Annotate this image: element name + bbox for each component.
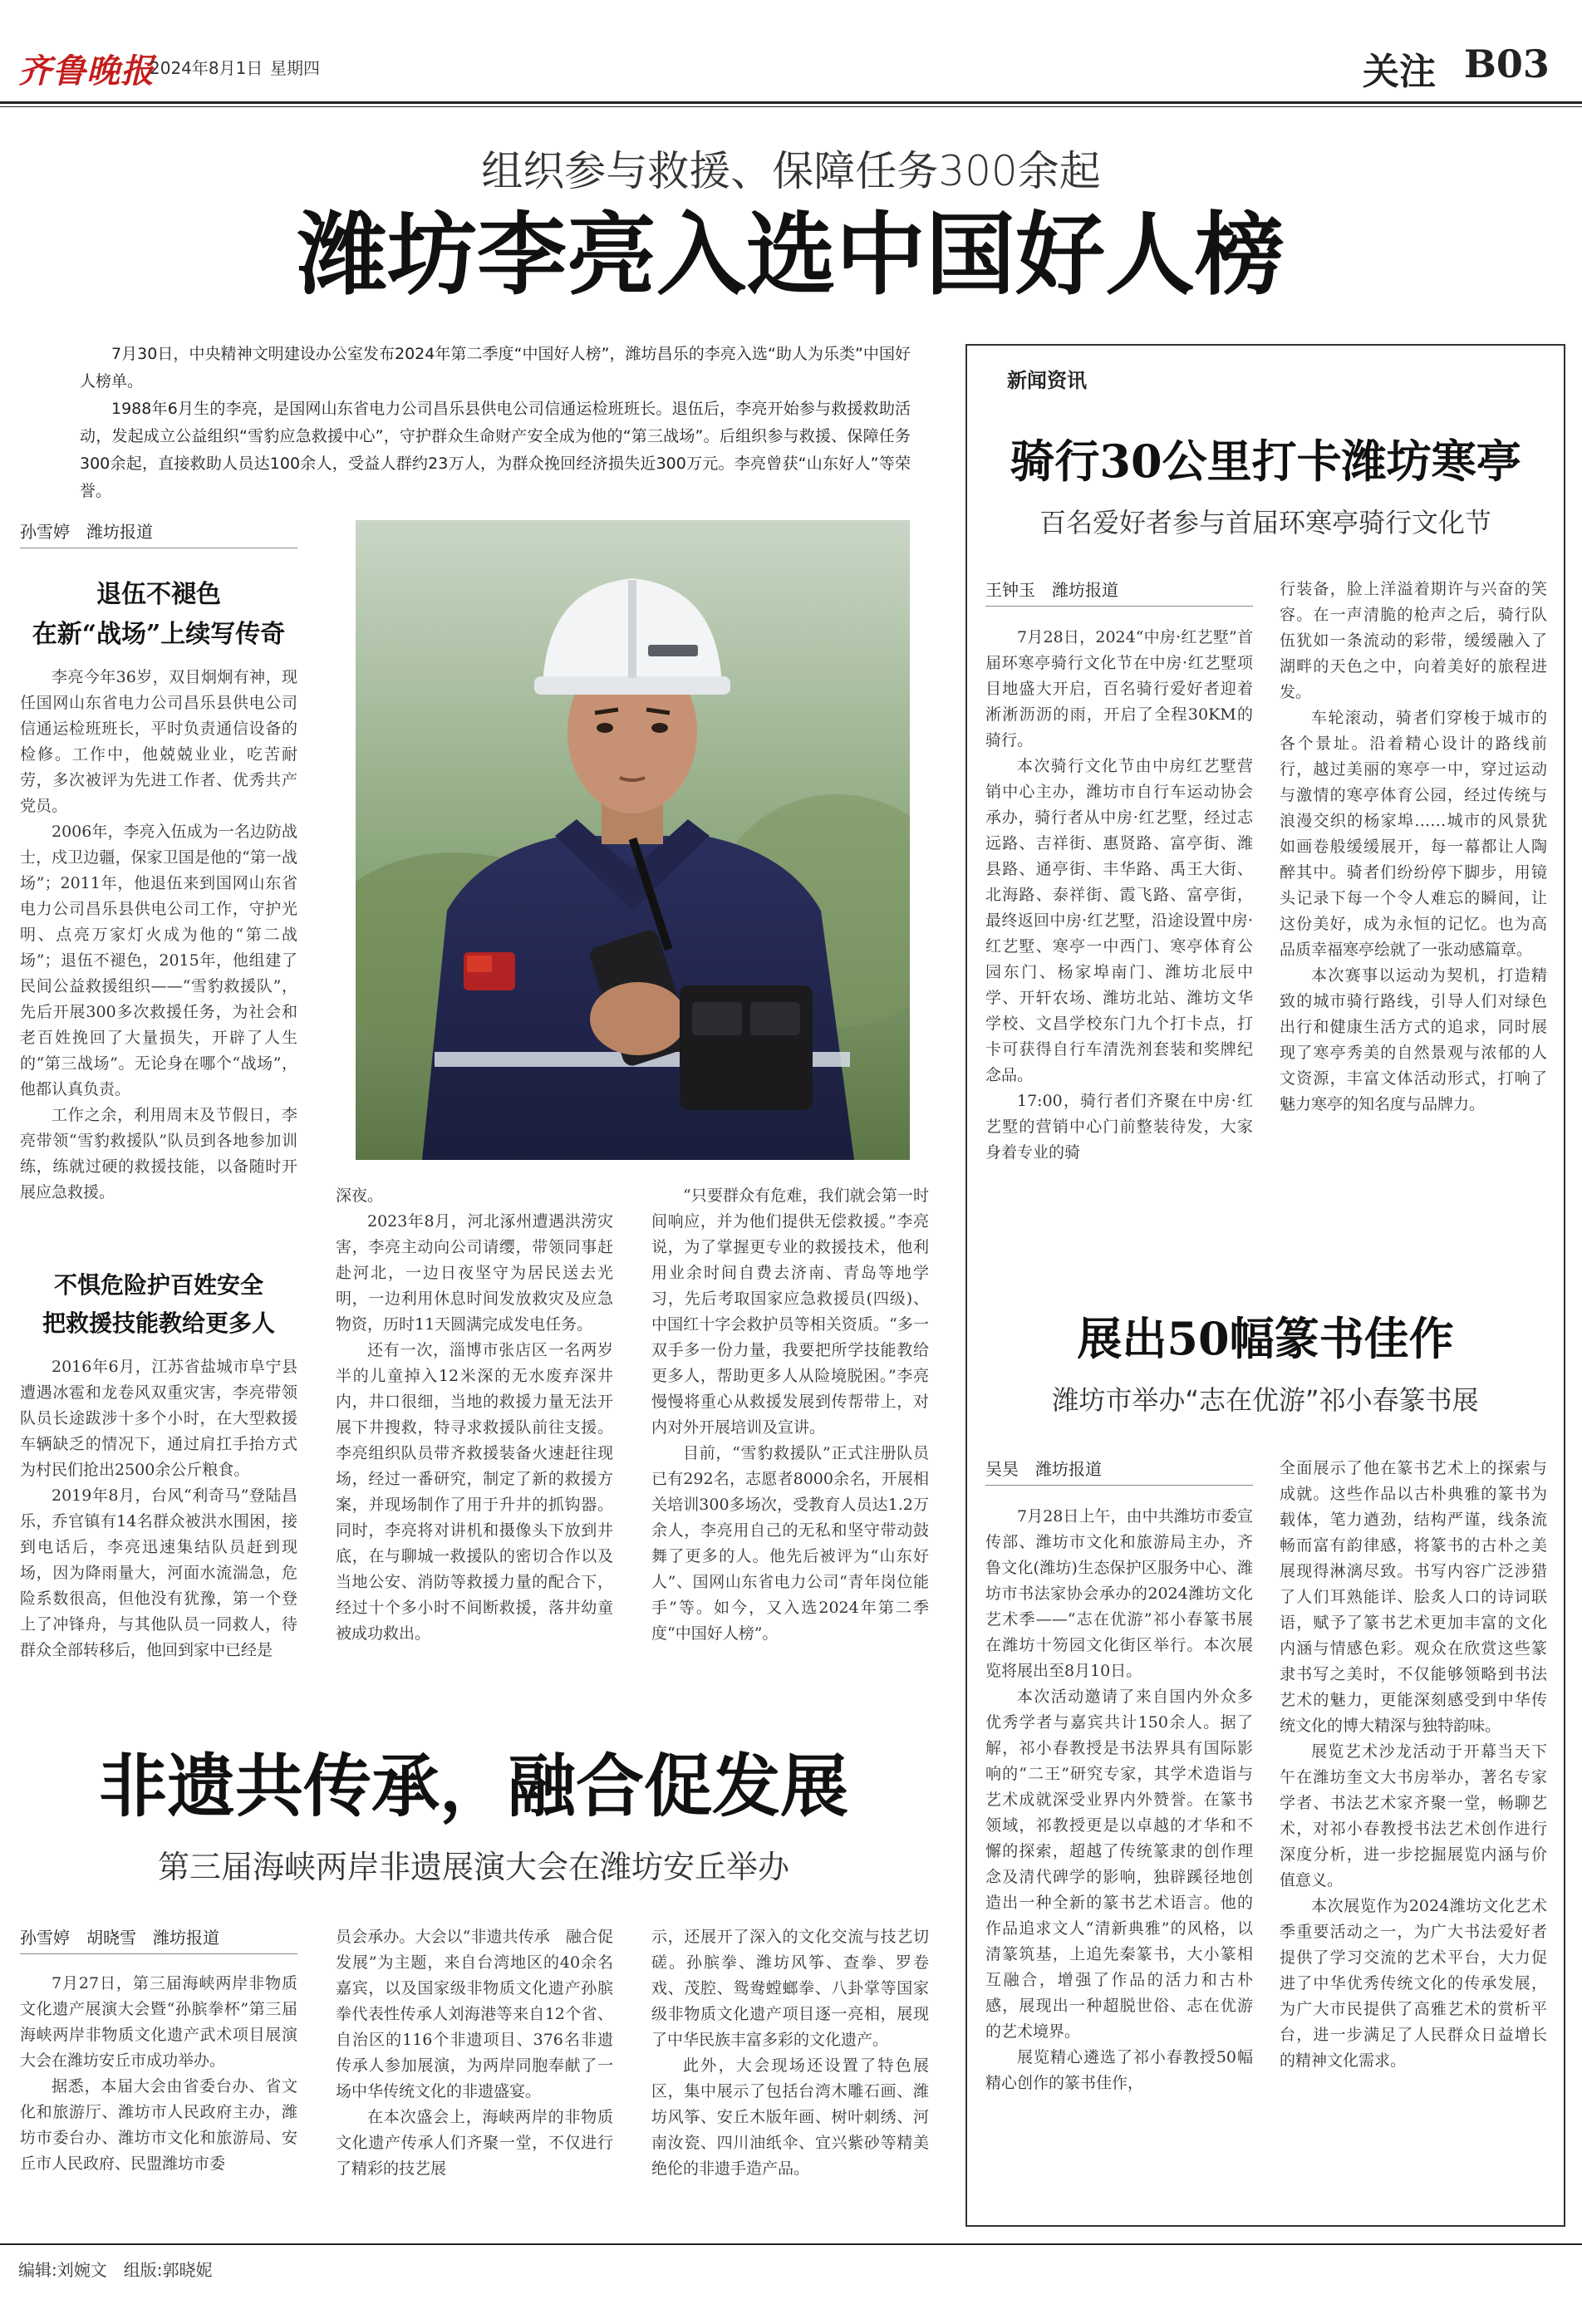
main-subtitle-1 [20,575,297,655]
cycling-col1 [985,625,1253,1166]
body-paragraph: 此外，大会现场还设置了特色展区，集中展示了包括台湾木雕石画、潍坊风筝、安丘木版年画、树叶刺绣、河南汝瓷、四川油纸伞、宜兴紫砂等精美绝伦的非遗手造产品。 [651,2056,929,2178]
main-kicker: 组织参与救援、保障任务300余起 [481,147,1101,195]
heritage-subhead: 第三届海峡两岸非遗展演大会在潍坊安丘举办 [157,1849,789,1885]
calligraphy-subhead: 潍坊市举办“志在优游”祁小春篆书展 [1052,1384,1479,1416]
subtitle-line: 不惧危险护百姓安全 [53,1271,263,1299]
cycling-headline: 骑行30公里打卡潍坊寒亭 [1010,435,1521,488]
issue-date: 2024年8月1日 [150,58,263,78]
main-byline: 孙雪婷 潍坊报道 [20,518,297,548]
body-paragraph: 17:00，骑行者们齐聚在中房·红艺墅的营销中心门前整装待发，大家身着专业的骑 [985,1092,1253,1162]
body-paragraph: 工作之余，利用周末及节假日，李亮带领“雪豹救援队”队员到各地参加训练，练就过硬的救援技能，以备随时开展应急救援。 [20,1106,297,1201]
section-name: 关注 [1363,51,1436,93]
body-paragraph: 李亮今年36岁，双目炯炯有神，现任国网山东省电力公司昌乐县供电公司信通运检班班长，平时负责通信设备的检修。工作中，他兢兢业业，吃苦耐劳，多次被评为先进工作者、优秀共产党员。 [20,668,297,815]
body-paragraph: 2016年6月，江苏省盐城市阜宁县遭遇冰雹和龙卷风双重灾害，李亮带领队员长途跋涉十多个小时，在大型救援车辆缺乏的情况下，通过肩扛手抬方式为村民们抢出2500余公斤粮食。 [20,1358,297,1479]
body-paragraph: 2006年，李亮入伍成为一名边防战士，戍卫边疆，保家卫国是他的“第一战场”；2011年，他退伍来到国网山东省电力公司昌乐县供电公司工作，守护光明、点亮万家灯火成为他的“第二战场”；退伍不褪色，2015年，他组建了民间公益救援组织——“雪豹救援队”，先后开展300多次救援任务，为社会和老百姓挽回了大量损失，开辟了人生的“第三战场”。无论身在哪个“战场”，他都认真负责。 [20,823,297,1098]
top-rule-thin [0,106,1582,107]
news-box-label: 新闻资讯 [1007,369,1087,392]
heritage-byline: 孙雪婷 胡晓雪 潍坊报道 [20,1924,297,1954]
body-paragraph: 7月28日上午，由中共潍坊市委宣传部、潍坊市文化和旅游局主办，齐鲁文化(潍坊)生态保护区服务中心、潍坊市书法家协会承办的2024潍坊文化艺术季——“志在优游”祁小春篆书展在潍坊十笏园文化街区举行。本次展览将展出至8月10日。 [985,1507,1253,1680]
heritage-col1 [20,1971,297,2177]
main-col3 [651,1183,929,1647]
calligraphy-col2 [1280,1456,1547,2074]
rescuer-illustration [356,520,910,1160]
cycling-subhead: 百名爱好者参与首届环寒亭骑行文化节 [1039,507,1491,538]
lead-paragraph: 1988年6月生的李亮，是国网山东省电力公司昌乐县供电公司信通运检班班长。退伍后，李亮开始参与救援救助活动，发起成立公益组织“雪豹应急救援中心”，守护群众生命财产安全成为他的“第三战场”。后组织参与救援、保障任务300余起，直接救助人员达100余人，受益人群约23万人，为群众挽回经济损失近300万元。李亮曾获“山东好人”等荣誉。 [80,400,911,500]
cycling-byline: 王钟玉 潍坊报道 [985,577,1253,607]
lead-paragraph: 7月30日，中央精神文明建设办公室发布2024年第二季度“中国好人榜”，潍坊昌乐的李亮入选“助人为乐类”中国好人榜单。 [80,345,911,391]
main-subtitle-2 [20,1266,297,1343]
rescuer-photo [356,520,910,1160]
cycling-col2 [1280,577,1547,1118]
body-paragraph: 本次赛事以运动为契机，打造精致的城市骑行路线，引导人们对绿色出行和健康生活方式的追求，同时展现了寒亭秀美的自然景观与浓郁的人文资源，丰富文体活动形式，打响了魅力寒亭的知名度与品牌力。 [1280,966,1547,1113]
calligraphy-headline: 展出50幅篆书佳作 [1077,1312,1454,1365]
body-paragraph: 本次展览作为2024潍坊文化艺术季重要活动之一，为广大书法爱好者提供了学习交流的艺术平台，大力促进了中华优秀传统文化的传承发展，为广大市民提供了高雅艺术的赏析平台，进一步满足了人民群众日益增长的精神文化需求。 [1280,1897,1547,2070]
main-col2 [336,1183,613,1647]
bottom-rule [0,2243,1582,2245]
page-number: B03 [1464,42,1550,86]
body-paragraph: 全面展示了他在篆书艺术上的探索与成就。这些作品以古朴典雅的篆书为载体，笔力遒劲，结构严谨，线条流畅而富有韵律感，将篆书的古朴之美展现得淋漓尽致。书写内容广泛涉猎了人们耳熟能详、脍炙人口的诗词联语，赋予了篆书艺术更加丰富的文化内涵与情感色彩。观众在欣赏这些篆隶书写之美时，不仅能够领略到书法艺术的魅力，更能深刻感受到中华传统文化的博大精深与独特韵味。 [1280,1459,1547,1735]
body-paragraph: 还有一次，淄博市张店区一名两岁半的儿童掉入12米深的无水废弃深井内，井口很细，当地的救援力量无法开展下井搜救，特寻求救援队前往支援。李亮组织队员带齐救援装备火速赶往现场，经过一番研究，制定了新的救援方案，并现场制作了用于升井的抓钩器。同时，李亮将对讲机和摄像头下放到井底，在与聊城一救援队的密切合作以及当地公安、消防等救援力量的配合下，经过十个多小时不间断救援，落井幼童被成功救出。 [336,1341,613,1643]
newspaper-logo: 齐鲁晚报 [18,52,155,91]
body-paragraph: 员会承办。大会以“非遗共传承 融合促发展”为主题，来自台湾地区的40余名嘉宾，以及国家级非物质文化遗产孙膑拳代表性传承人刘海港等来自12个省、自治区的116个非遗项目、376名非遗传承人参加展演，为两岸同胞奉献了一场中华传统文化的非遗盛宴。 [336,1928,613,2100]
page-footer: 编辑:刘婉文 组版:郭晓妮 [18,2260,213,2280]
body-paragraph: 本次骑行文化节由中房红艺墅营销中心主办，潍坊市自行车运动协会承办，骑行者从中房·红艺墅，经过志远路、吉祥街、惠贤路、富亭街、潍县路、通亭街、丰华路、禹王大街、北海路、泰祥街、霞飞路、富亭街，最终返回中房·红艺墅，沿途设置中房·红艺墅、寒亭一中西门、寒亭体育公园东门、杨家埠南门、潍坊北辰中学、开轩农场、潍坊北站、潍坊文华学校、文昌学校东门九个打卡点，打卡可获得自行车清洗剂套装和奖牌纪念品。 [985,757,1253,1084]
body-paragraph: 行装备，脸上洋溢着期许与兴奋的笑容。在一声清脆的枪声之后，骑行队伍犹如一条流动的彩带，缓缓融入了湖畔的天色之中，向着美好的旅程进发。 [1280,580,1547,701]
heritage-col2 [336,1924,613,2182]
body-paragraph: 2023年8月，河北涿州遭遇洪涝灾害，李亮主动向公司请缨，带领同事赶赴河北，一边日夜坚守为居民送去光明，一边利用休息时间发放救灾及应急物资，历时11天圆满完成发电任务。 [336,1212,613,1334]
calligraphy-col1 [985,1504,1253,2096]
body-paragraph: 目前，“雪豹救援队”正式注册队员已有292名，志愿者8000余名，开展相关培训300多场次，受教育人员达1.2万余人，李亮用自己的无私和坚守带动鼓舞了更多的人。他先后被评为“山东好人”、国网山东省电力公司“青年岗位能手”等。如今，又入选2024年第二季度“中国好人榜”。 [651,1444,929,1643]
heritage-headline: 非遗共传承，融合促发展 [98,1747,848,1826]
body-paragraph: “只要群众有危难，我们就会第一时间响应，并为他们提供无偿救援。”李亮说，为了掌握更专业的救援技术，他利用业余时间自费去济南、青岛等地学习，先后考取国家应急救援员(四级)、中国红十字会救护员等相关资质。“多一双手多一份力量，我要把所学技能教给更多人，帮助更多人从险境脱困。”李亮慢慢将重心从救援发展到传帮带上，对内对外开展培训及宣讲。 [651,1187,929,1437]
top-rule [0,101,1582,104]
body-paragraph: 据悉，本届大会由省委台办、省文化和旅游厅、潍坊市人民政府主办，潍坊市委台办、潍坊市文化和旅游局、安丘市人民政府、民盟潍坊市委 [20,2077,297,2173]
main-col1-part1 [20,665,297,1206]
body-paragraph: 在本次盛会上，海峡两岸的非物质文化遗产传承人们齐聚一堂，不仅进行了精彩的技艺展 [336,2108,613,2178]
subtitle-line: 把救援技能教给更多人 [42,1309,275,1337]
heritage-col3 [651,1924,929,2182]
body-paragraph: 示，还展开了深入的文化交流与技艺切磋。孙膑拳、潍坊风筝、查拳、罗卷戏、茂腔、鸳鸯螳螂拳、八卦掌等国家级非物质文化遗产项目逐一亮相，展现了中华民族丰富多彩的文化遗产。 [651,1928,929,2049]
subtitle-line: 在新“战场”上续写传奇 [32,620,286,649]
main-headline: 潍坊李亮入选中国好人榜 [297,203,1285,307]
body-paragraph: 7月27日，第三届海峡两岸非物质文化遗产展演大会暨“孙膑拳杯”第三届海峡两岸非物质文化遗产武术项目展演大会在潍坊安丘市成功举办。 [20,1974,297,2070]
subtitle-line: 退伍不褪色 [96,580,221,609]
issue-weekday: 星期四 [270,58,320,78]
body-paragraph: 深夜。 [336,1187,384,1205]
calligraphy-byline: 吴昊 潍坊报道 [985,1456,1253,1486]
body-paragraph: 7月28日，2024“中房·红艺墅”首届环寒亭骑行文化节在中房·红艺墅项目地盛大开启，百名骑行爱好者迎着淅淅沥沥的雨，开启了全程30KM的骑行。 [985,628,1253,749]
main-lead [80,341,911,505]
body-paragraph: 车轮滚动，骑者们穿梭于城市的各个景址。沿着精心设计的路线前行，越过美丽的寒亭一中，穿过运动与激情的寒亭体育公园，经过传统与浪漫交织的杨家埠……城市的风景犹如画卷般缓缓展开，每一幕都让人陶醉其中。骑者们纷纷停下脚步，用镜头记录下每一个令人难忘的瞬间，让这份美好，成为永恒的记忆。也为高品质幸福寒亭绘就了一张动感篇章。 [1280,709,1547,959]
body-paragraph: 展览艺术沙龙活动于开幕当天下午在潍坊奎文大书房举办，著名专家学者、书法艺术家齐聚一堂，畅聊艺术，对祁小春教授书法艺术创作进行深度分析，进一步挖掘展览内涵与价值意义。 [1280,1742,1547,1889]
main-col1-part2 [20,1354,297,1663]
body-paragraph: 展览精心遴选了祁小春教授50幅精心创作的篆书佳作， [985,2048,1253,2092]
body-paragraph: 2019年8月，台风“利奇马”登陆昌乐，乔官镇有14名群众被洪水围困，接到电话后，李亮迅速集结队员赶到现场，因为降雨量大，河面水流湍急，危险系数很高，但他没有犹豫，第一个登上了冲锋舟，与其他队员一同救人，待群众全部转移后，他回到家中已经是 [20,1486,297,1659]
body-paragraph: 本次活动邀请了来自国内外众多优秀学者与嘉宾共计150余人。据了解，祁小春教授是书法界具有国际影响的“二王”研究专家，其学术造诣与艺术成就深受业界内外赞誉。在篆书领域，祁教授更是以卓越的才华和不懈的探索，超越了传统篆隶的创作理念及清代碑学的影响，独辟蹊径地创造出一种全新的篆书艺术语言。他的作品追求文人“清新典雅”的风格，以清篆筑基，上追先秦篆书，大小篆相互融合，增强了作品的活力和古朴感，展现出一种超脱世俗、志在优游的艺术境界。 [985,1688,1253,2041]
